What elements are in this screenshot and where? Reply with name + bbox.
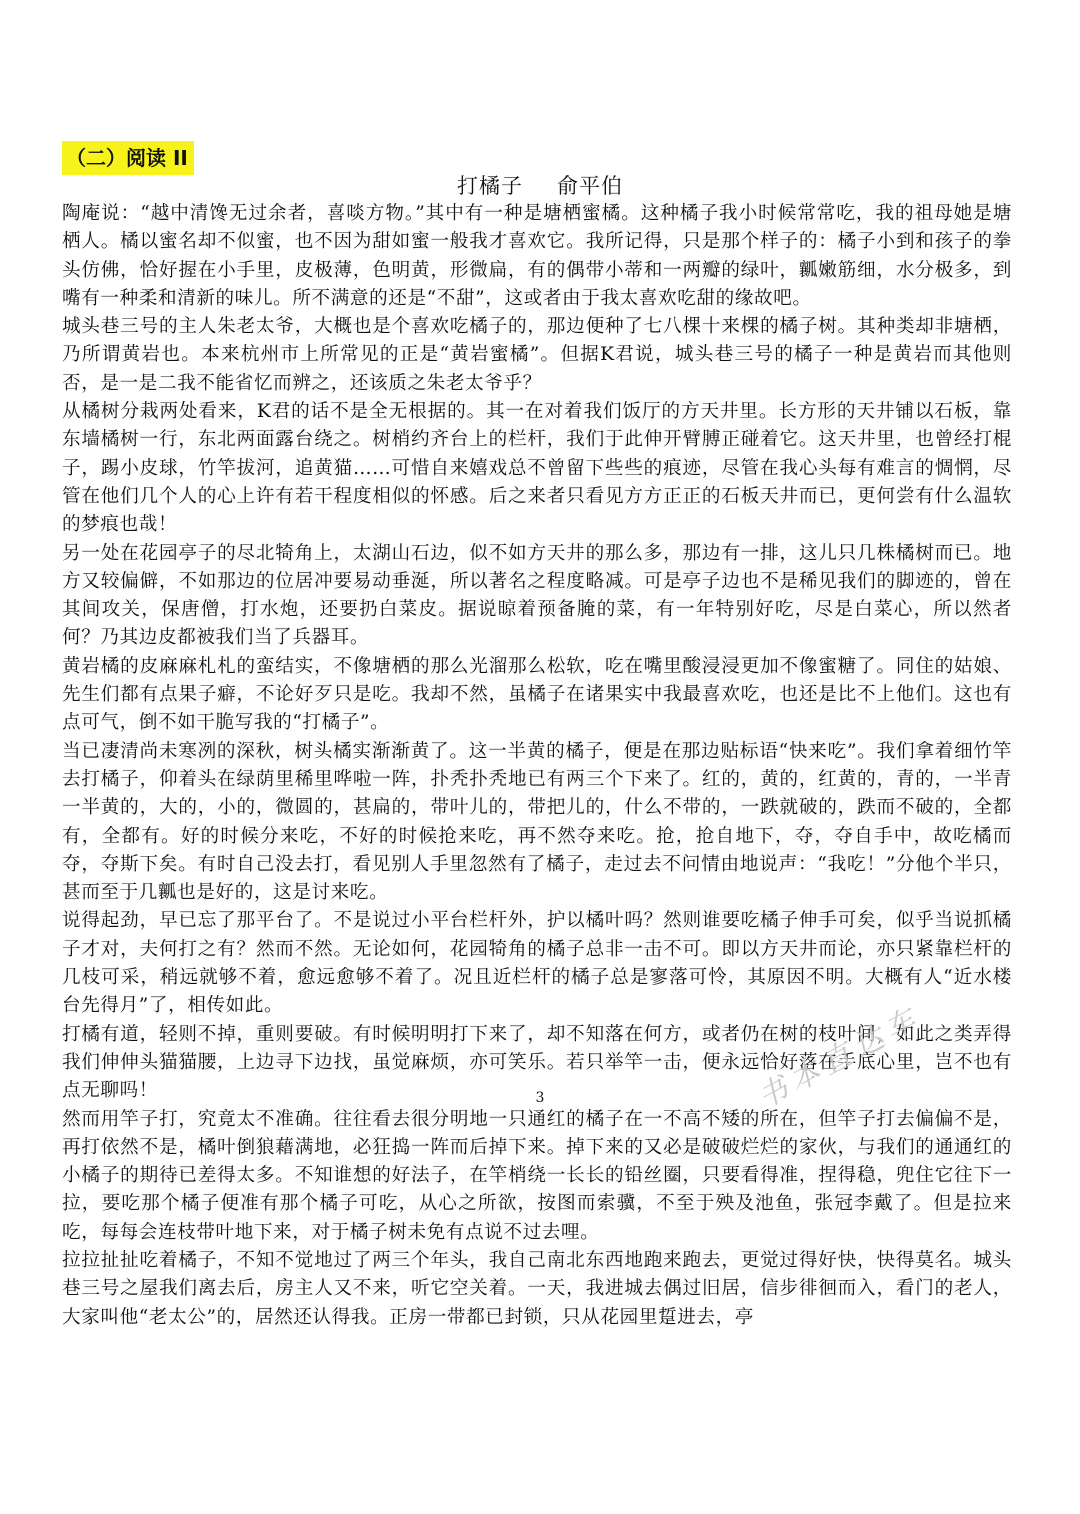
paragraph: 说得起劲，早已忘了那平台了。不是说过小平台栏杆外，护以橘叶吗？然则谁要吃橘子伸手可矣，似乎当说抓橘子才对，夫何打之有？然而不然。无论如何，花园犄角的橘子总非一击不可。即以方天井而论，亦只紧靠栏杆的几枝可采，稍远就够不着，愈远愈够不着了。况且近栏杆的橘子总是寥落可怜，其原因不明。大概有人“近水楼台先得月”了，相传如此。 <box>62 910 1012 1017</box>
paragraph: 黄岩橘的皮麻麻札札的蛮结实，不像塘栖的那么光溜那么松软，吃在嘴里酸浸浸更加不像蜜糖了。同住的姑娘、先生们都有点果子癖，不论好歹只是吃。我却不然，虽橘子在诸果实中我最喜欢吃，也还是比不上他们。这也有点可气，倒不如干脆写我的“打橘子”。 <box>62 655 1012 734</box>
paragraph: 另一处在花园亭子的尽北犄角上，太湖山石边，似不如方天井的那么多，那边有一排，这儿只几株橘树而已。地方又较偏僻，不如那边的位居冲要易动垂涎，所以著名之程度略减。可是亭子边也不是稀见我们的脚迹的，曾在其间攻关，保唐僧，打水炮，还要扔白菜皮。据说晾着预备腌的菜，有一年特别好吃，尽是白菜心，所以然者何？乃其边皮都被我们当了兵器耳。 <box>62 542 1012 649</box>
article-author: 俞平伯 <box>557 174 623 198</box>
article-title-line <box>0 171 1080 201</box>
paragraph: 陶庵说：“越中清馋无过余者，喜啖方物。”其中有一种是塘栖蜜橘。这种橘子我小时候常常吃，我的祖母她是塘栖人。橘以蜜名却不似蜜，也不因为甜如蜜一般我才喜欢它。我所记得，只是那个样子的：橘子小到和孩子的拳头仿佛，恰好握在小手里，皮极薄，色明黄，形微扁，有的偶带小蒂和一两瓣的绿叶，瓤嫩筋细，水分极多，到嘴有一种柔和清新的味儿。所不满意的还是“不甜”，这或者由于我太喜欢吃甜的缘故吧。 <box>62 203 1012 309</box>
page-number: 3 <box>535 1090 545 1106</box>
paragraph: 当已凄清尚未寒冽的深秋，树头橘实渐渐黄了。这一半黄的橘子，便是在那边贴标语“快来吃”。我们拿着细竹竿去打橘子，仰着头在绿荫里稀里哗啦一阵，扑秃扑秃地已有两三个下来了。红的，黄的，红黄的，青的，一半青一半黄的，大的，小的，微圆的，甚扁的，带叶儿的，带把儿的，什么不带的，一跌就破的，跌而不破的，全都有，全都有。好的时候分来吃，不好的时候抢来吃，再不然夺来吃。抢，抢自地下，夺，夺自手中，故吃橘而夺，夺斯下矣。有时自己没去打，看见别人手里忽然有了橘子，走过去不问情由地说声：“我吃！”分他个半只，甚而至于几瓤也是好的，这是讨来吃。 <box>62 740 1012 904</box>
paragraph: 城头巷三号的主人朱老太爷，大概也是个喜欢吃橘子的，那边便种了七八棵十来棵的橘子树。其种类却非塘栖，乃所谓黄岩也。本来杭州市上所常见的正是“黄岩蜜橘”。但据K君说，城头巷三号的橘子一种是黄岩而其他则否，是一是二我不能省忆而辨之，还该质之朱老太爷乎？ <box>62 316 1012 394</box>
paragraph: 打橘有道，轻则不掉，重则要破。有时候明明打下来了，却不知落在何方，或者仍在树的枝叶间，如此之类弄得我们伸伸头猫猫腰，上边寻下边找，虽觉麻烦，亦可笑乐。若只举竿一击，便永远恰好落在手底心里，岂不也有点无聊吗！ <box>62 1023 1012 1102</box>
article-title: 打橘子 <box>457 174 523 198</box>
section-heading: （二）阅读 II <box>62 141 194 175</box>
paragraph: 拉拉扯扯吃着橘子，不知不觉地过了两三个年头，我自己南北东西地跑来跑去，更觉过得好快，快得莫名。城头巷三号之屋我们离去后，房主人又不来，听它空关着。一天，我进城去偶过旧居，信步徘徊而入，看门的老人，大家叫他“老太公”的，居然还认得我。正房一带都已封锁，只从花园里踅进去，亭 <box>62 1249 1012 1328</box>
paragraph: 然而用竿子打，究竟太不准确。往往看去很分明地一只通红的橘子在一不高不矮的所在，但竿子打去偏偏不是，再打依然不是，橘叶倒狼藉满地，必狂捣一阵而后掉下来。掉下来的又必是破破烂烂的家伙，与我们的通通红的小橘子的期待已差得太多。不知谁想的好法子，在竿梢绕一长长的铅丝圈，只要看得准，捏得稳，兜住它往下一拉，要吃那个橘子便准有那个橘子可吃，从心之所欲，按图而索骥，不至于殃及池鱼，张冠李戴了。但是拉来吃，每每会连枝带叶地下来，对于橘子树未免有点说不过去哩。 <box>62 1108 1012 1243</box>
article-body <box>62 200 1012 1332</box>
paragraph: 从橘树分栽两处看来，K君的话不是全无根据的。其一在对着我们饭厅的方天井里。长方形的天井铺以石板，靠东墙橘树一行，东北两面露台绕之。树梢约齐台上的栏杆，我们于此伸开臂膊正碰着它。这天井里，也曾经打棍子，踢小皮球，竹竿拔河，追黄猫……可惜自来嬉戏总不曾留下些些的痕迹，尽管在我心头每有难言的惆惘，尽管在他们几个人的心上许有若干程度相似的怀感。后之来者只看见方方正正的石板天井而已，更何尝有什么温软的梦痕也哉！ <box>62 401 1012 536</box>
watermark: 书本直达车 <box>751 1000 928 1116</box>
